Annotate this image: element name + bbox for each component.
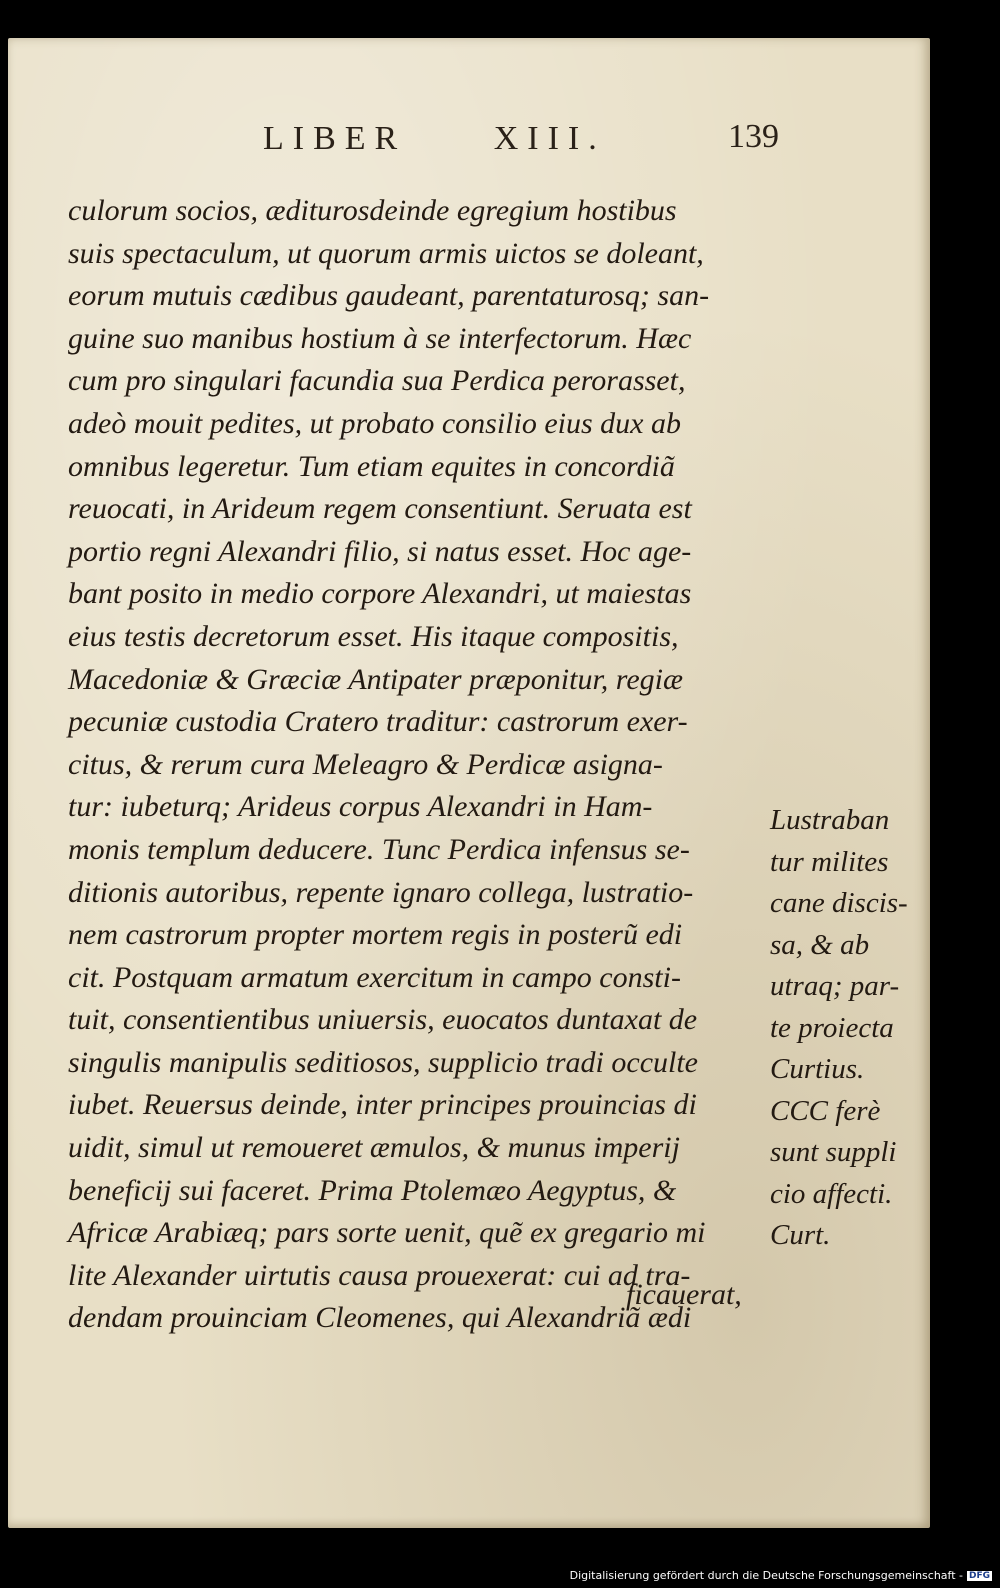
text-line: eius testis decretorum esset. His itaque compositis,: [68, 619, 679, 653]
text-line: Africæ Arabiæq; pars sorte uenit, quẽ ex gregario mi: [68, 1216, 706, 1250]
catchword: ficauerat,: [626, 1278, 742, 1311]
text-line: citus, & rerum cura Meleagro & Perdicæ asigna-: [68, 747, 663, 781]
text-line: culorum socios, æditurosdeinde egregium hostibus: [68, 194, 677, 227]
marginal-note-line: utraq; par-: [770, 970, 900, 1002]
text-line: guine suo manibus hostium à se interfectorum. Hæc: [68, 321, 692, 355]
main-text: [68, 190, 748, 1340]
text-line: uidit, simul ut remoueret æmulos, & munus imperij: [68, 1131, 680, 1165]
book-page: [8, 38, 930, 1528]
text-line: cum pro singulari facundia sua Perdica perorasset,: [68, 364, 686, 398]
marginal-note-line: cio affecti.: [770, 1177, 893, 1210]
digitization-credit: [570, 1569, 992, 1582]
marginal-note-line: Curtius.: [770, 1053, 865, 1085]
text-line: monis templum deducere. Tunc Perdica infensus se-: [68, 832, 690, 866]
running-head: LIBER XIII.: [263, 120, 606, 157]
page-number: 139: [728, 118, 779, 155]
marginal-note-line: Curt.: [770, 1219, 831, 1251]
marginal-note-line: cane discis-: [770, 887, 908, 919]
marginal-note-line: sa, & ab: [770, 928, 870, 961]
text-line: bant posito in medio corpore Alexandri, ut maiestas: [68, 577, 692, 611]
text-line: suis spectaculum, ut quorum armis uictos se doleant,: [68, 236, 704, 270]
text-line: iubet. Reuersus deinde, inter principes prouincias di: [68, 1088, 697, 1122]
text-line: tuit, consentientibus uniuersis, euocatos duntaxat de: [68, 1003, 698, 1037]
page-header: [8, 120, 930, 170]
text-line: adeò mouit pedites, ut probato consilio eius dux ab: [68, 406, 681, 440]
marginal-note-line: tur milites: [770, 845, 889, 878]
text-line: portio regni Alexandri filio, si natus esset. Hoc age-: [68, 534, 692, 568]
text-line: pecuniæ custodia Cratero traditur: castrorum exer-: [68, 705, 688, 739]
text-line: Macedoniæ & Græciæ Antipater præponitur, regiæ: [68, 662, 684, 696]
text-line: lite Alexander uirtutis causa prouexerat: cui ad tra-: [68, 1258, 691, 1292]
marginal-note-line: te proiecta: [770, 1011, 894, 1044]
text-line: eorum mutuis cædibus gaudeant, parentaturosq; san-: [68, 279, 710, 313]
text-line: singulis manipulis seditiosos, supplicio tradi occulte: [68, 1045, 698, 1079]
text-line: beneficij sui faceret. Prima Ptolemæo Aegyptus, &: [68, 1173, 677, 1207]
text-line: tur: iubeturq; Arideus corpus Alexandri in Ham-: [68, 790, 653, 824]
marginal-note-line: sunt suppli: [770, 1136, 897, 1168]
text-line: nem castrorum propter mortem regis in posterũ edi: [68, 918, 683, 952]
credit-text: Digitalisierung gefördert durch die Deutsche Forschungsgemeinschaft -: [569, 1569, 963, 1582]
dfg-logo-icon: DFG: [968, 1571, 990, 1581]
text-line: omnibus legeretur. Tum etiam equites in concordiã: [68, 449, 675, 483]
text-line: ditionis autoribus, repente ignaro collega, lustratio-: [68, 875, 694, 909]
text-line: reuocati, in Arideum regem consentiunt. Seruata est: [68, 492, 692, 526]
text-line: cit. Postquam armatum exercitum in campo consti-: [68, 960, 681, 994]
marginal-note-line: Lustraban: [770, 804, 890, 836]
text-line: dendam prouinciam Cleomenes, qui Alexandriã ædi: [68, 1301, 692, 1335]
marginal-notes: [770, 800, 920, 1257]
marginal-note-line: CCC ferè: [770, 1094, 881, 1127]
